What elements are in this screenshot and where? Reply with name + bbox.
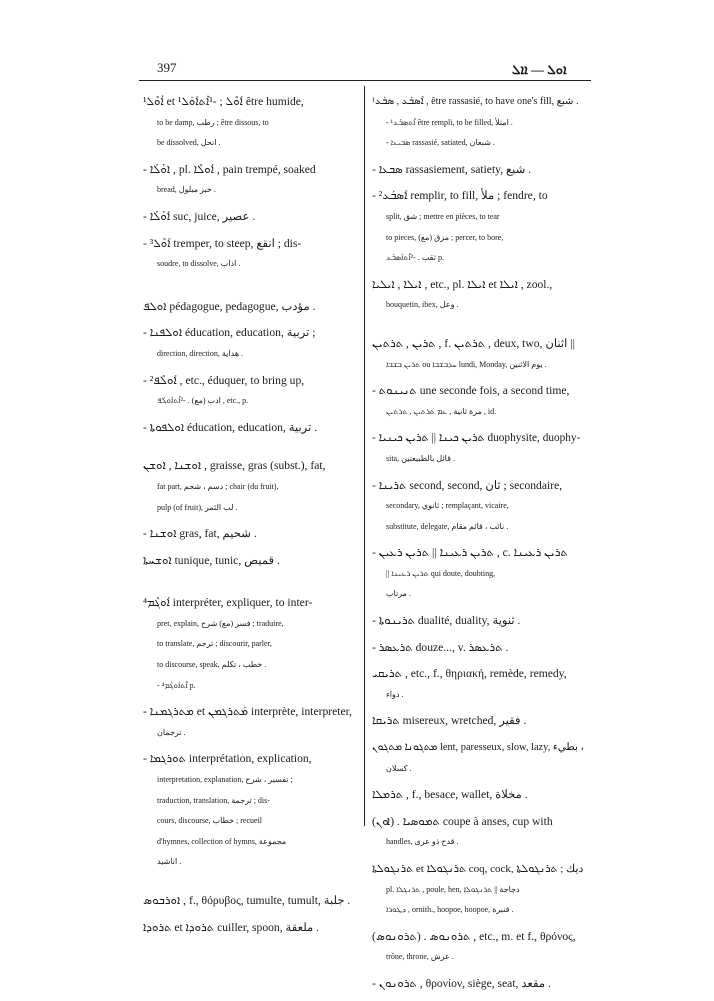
entry-line: to discourse, speak, خطب ، تكلم . <box>157 660 267 670</box>
entry-line: - ܐܘܳܠܳܐ , pl. ܐܰܘܠܶܐ , pain trempé, soaked <box>143 162 316 176</box>
entry-line: split, شق ; mettre en pièces, to tear <box>386 211 500 221</box>
entry-line: bread, خبز مبلول . <box>157 185 216 195</box>
dictionary-entry <box>143 371 353 412</box>
entry-line: bouquetin, ibex, وعل . <box>386 300 459 310</box>
column-divider <box>364 86 365 826</box>
entry-line: - ⁴ܐܶܬܐܰܘܓܰܡ p. <box>157 680 196 690</box>
entry-line: - ܬܪܝܢ ܪܥܝܢܐ || ܬܪܝܢ ܪܥܝܢ , c. ܬܪܝܢ ܪܥܝܢܐ <box>372 546 568 560</box>
entry-line: d'hymnes, collection of hymns, مجموعة <box>157 836 287 846</box>
dictionary-entry <box>372 785 584 806</box>
dictionary-entry <box>372 812 584 853</box>
dictionary-entry <box>372 334 584 375</box>
entry-line: كسلان . <box>386 763 412 773</box>
entry-line: ܬܪܝܩܐ misereux, wretched, فقير . <box>372 714 527 728</box>
entry-line: || ܬܪܝܢ ܪܥܝܢܐ qui doute, doubting, <box>386 568 496 578</box>
entry-line: (ܐܘܢ) . ܬܡܘܣܝܐ coupe à anses, cup with <box>372 814 553 828</box>
dictionary-entry <box>372 611 584 632</box>
dictionary-entry <box>372 275 584 316</box>
entry-line: ܬܪܝܢ , ܬܪܬܝܢ , f. ܬܪܬܝܢ , deux, two, اثنان || <box>372 336 575 350</box>
entry-line: - ²ܐܰܣܒܰܥ remplir, to fill, ملأ ; fendre, to <box>372 189 548 203</box>
entry-line: handles, قدح ذو عرى . <box>386 837 459 847</box>
entry-line: to pieces, مزق (مع) ; percer, to bore, <box>386 232 504 242</box>
dictionary-entry <box>143 702 353 743</box>
entry-line: مرتاب . <box>386 589 411 599</box>
dictionary-entry <box>372 859 584 921</box>
entry-line: - ܬܪܝܢܐ second, second, ثان ; secondaire, <box>372 478 563 492</box>
dictionary-entry <box>372 638 584 659</box>
entry-line: soudre, to dissolve, اذاب . <box>157 259 241 269</box>
entry-line: ܐܝܠܐ , ܐܝܠܝܐ , etc., pl. ܐܝܠܐ et ܐܝܠܐ , zool., <box>372 277 553 291</box>
dictionary-entry <box>143 297 353 318</box>
entry-line: دواء . <box>386 689 404 699</box>
dictionary-entry <box>372 160 584 181</box>
dictionary-entry <box>143 891 353 912</box>
dictionary-entry <box>143 160 353 201</box>
entry-line: (ܬܪܘܢܘܣ) . ܬܪܘܢܘܣ , etc., m. et f., θρόνος, <box>372 929 576 943</box>
entry-line: ܬܪܘܕܐ et ܬܪܘܕܐ cuiller, spoon, ملعقة . <box>143 920 320 934</box>
dictionary-entry <box>372 927 584 968</box>
entry-line: ¹ܐܳܘܶܠ et ¹ܐܰܘܶܠ ; -¹ܐܶܬܐܰܘܰܠ être humide, <box>143 95 304 108</box>
dictionary-entry <box>143 524 353 545</box>
entry-line: - ܡܬܪܓܡܢܐ et ܡܰܬܪܓܡܢ interprète, interpreter, <box>143 705 352 719</box>
dictionary-entry <box>143 593 353 696</box>
dictionary-entry <box>372 92 584 154</box>
entry-line: pulp (of fruit), لب الثمر . <box>157 502 238 512</box>
entry-line: ترجمان . <box>157 727 186 737</box>
entry-line: - ܬܪܘܢܘܢ , θρονίον, siège, seat, مقعد . <box>372 976 551 990</box>
entry-line: - ³ܐܰܘܶܠ tremper, to steep, انقع ; dis- <box>143 236 302 250</box>
entry-line: pl. ܬܪܢܓܠܐ , poule, hen, دجاجة || ܬܪܢܓܘܠܐ <box>386 884 520 894</box>
dictionary-entry <box>143 456 353 518</box>
entry-line: sita, قائل بالطبيعتين . <box>386 453 455 463</box>
entry-line: interpretation, explanation, تفسير ، شرح ; <box>157 775 293 785</box>
entry-line: substitute, delegate, نائب ، قائم مقام . <box>386 521 509 531</box>
entry-line: ܐܘܫܚܬܐ tunique, tunic, قميص . <box>143 553 280 567</box>
dictionary-entry <box>143 749 353 873</box>
right-column <box>372 92 584 1001</box>
entry-line: ܐܘܪܒܘܣ , f., θόρυβος, tumulte, tumult, جلبة . <box>143 894 351 907</box>
dictionary-entry <box>372 974 584 995</box>
dictionary-entry <box>143 92 353 154</box>
entry-line: مرة ثانية , ܥܡ ܬܪܬܝܢ , ܬܪܬܝܢ , id. <box>386 406 497 416</box>
header-rule <box>139 80 591 81</box>
entry-line: - ܐܘܠܦܢܐ éducation, education, تربية ; <box>143 326 316 340</box>
entry-line: ⁴ܐܰܘܓܶܡ interpréter, expliquer, to inter- <box>143 596 313 610</box>
dictionary-entry <box>143 918 353 939</box>
entry-line: ܬܪܝܢ ܒܫܒܐ ou ܚܕܒܫܒܐ lundi, Monday, يوم الاثنين . <box>386 359 547 369</box>
entry-line: - ¹ܐܶܬܣܒܰܥ être rempli, to be filled, امتلأ . <box>386 117 513 127</box>
entry-line: direction, direction, هداية . <box>157 348 244 358</box>
entry-line: ثقب . -²ܐܶܬܐܰܣܒܰܥ p. <box>386 253 444 263</box>
entry-line: - ܐܘܫܢܐ gras, fat, شحيم . <box>143 527 257 541</box>
dictionary-entry <box>143 551 353 572</box>
dictionary-entry <box>372 738 584 779</box>
entry-line: fat part, دسم ، شحم ; chair (du fruit), <box>157 481 279 491</box>
entry-line: - ܬܪܝܢܘܬܐ dualité, duality, ثنوية . <box>372 614 521 628</box>
entry-line: trône, throne, عرش . <box>386 952 454 962</box>
entry-line: cours, discourse, خطاب ; recueil <box>157 816 263 826</box>
entry-line: - ܬܘܪܓܡܐ interprétation, explication, <box>143 752 312 766</box>
entry-line: be dissolved, انحل . <box>157 138 221 148</box>
entry-line: - ܬܢܝܢܘܬ une seconde fois, a second time, <box>372 384 570 398</box>
page-number: 397 <box>157 60 177 75</box>
dictionary-entry <box>372 428 584 469</box>
dictionary-entry <box>372 543 584 605</box>
entry-line: - ܐܰܘܳܠܳܐ suc, juice, عصير . <box>143 209 256 223</box>
entry-line: pret, explain, فسر (مع) شرح ; traduire, <box>157 618 284 628</box>
entry-line: to be damp, رطب ; être dissous, to <box>157 117 269 127</box>
entry-line: - ²ܐܰܘܠܶܦ , etc., éduquer, to bring up, <box>143 373 305 387</box>
entry-line: ܡܬܓܘܢܐ ܡܬܓܘܢ lent, paresseux, slow, lazy, بطيء ، <box>372 742 584 754</box>
left-column <box>143 92 353 944</box>
dictionary-entry <box>143 418 353 439</box>
entry-line: - ܣܒܝܥܐ rassasié, satiated, شبعان . <box>386 138 495 148</box>
dictionary-entry <box>143 207 353 228</box>
entry-line: to translate, ترجم ; discourir, parler, <box>157 639 272 649</box>
entry-line: - ܐܘܠܦܘܬܐ éducation, education, تربية . <box>143 420 318 434</box>
entry-line: - ܬܪܝܢ ܟܝܢܐ || ܬܪܝܢ ܟܝܢܝܐ duophysite, duophy- <box>372 432 581 445</box>
entry-line: ¹ܐܶܣܒܰܥ , ܣܒܰܥ , être rassasié, to have one's fill, شبع . <box>372 96 579 107</box>
entry-line: ادب (مع) . -²ܐܶܬܐܰܘܠܰܦ , etc., p. <box>157 396 249 406</box>
entry-line: secondary, ثانوي ; remplaçant, vicaire, <box>386 501 509 511</box>
dictionary-entry <box>372 476 584 538</box>
dictionary-entry <box>372 664 584 705</box>
entry-line: ܬܪܝܩܝ , etc., f., θηριακή, remède, remedy, <box>372 667 567 681</box>
entry-line: ܐܘܫܢܐ , ܐܘܫܢ , graisse, gras (subst.), fat, <box>143 459 326 473</box>
entry-line: ܐܘܠܦ pédagogue, pedagogue, مؤدب . <box>143 299 316 313</box>
dictionary-entry <box>372 381 584 422</box>
entry-line: اناشيد . <box>157 857 182 867</box>
entry-line: - ܣܒܥܐ rassasiement, satiety, شبع . <box>372 162 532 176</box>
entry-line: - ܬܪܥܣܪ douze..., v. ܬܪܥܣܪ . <box>372 640 509 654</box>
running-head: ܐܘܠ — ܐܐܠ <box>512 62 567 77</box>
dictionary-entry <box>372 711 584 732</box>
entry-line: ܬܪܡܠܐ , f., besace, wallet, مخلاة . <box>372 788 528 802</box>
entry-line: traduction, translation, ترجمة ; dis- <box>157 795 270 805</box>
entry-line: ܕܛܘܪܐ , ornith., hoopoe, hoopoe, قنبرة . <box>386 905 514 915</box>
dictionary-entry <box>143 234 353 275</box>
entry-line: ܬܪܢܓܘܠܬܐ et ܬܪܢܓܘܠܐ coq, cock, ديك ; ܬܪܢܓܘܠܬܐ <box>372 863 584 875</box>
dictionary-entry <box>143 323 353 364</box>
dictionary-entry <box>372 186 584 268</box>
